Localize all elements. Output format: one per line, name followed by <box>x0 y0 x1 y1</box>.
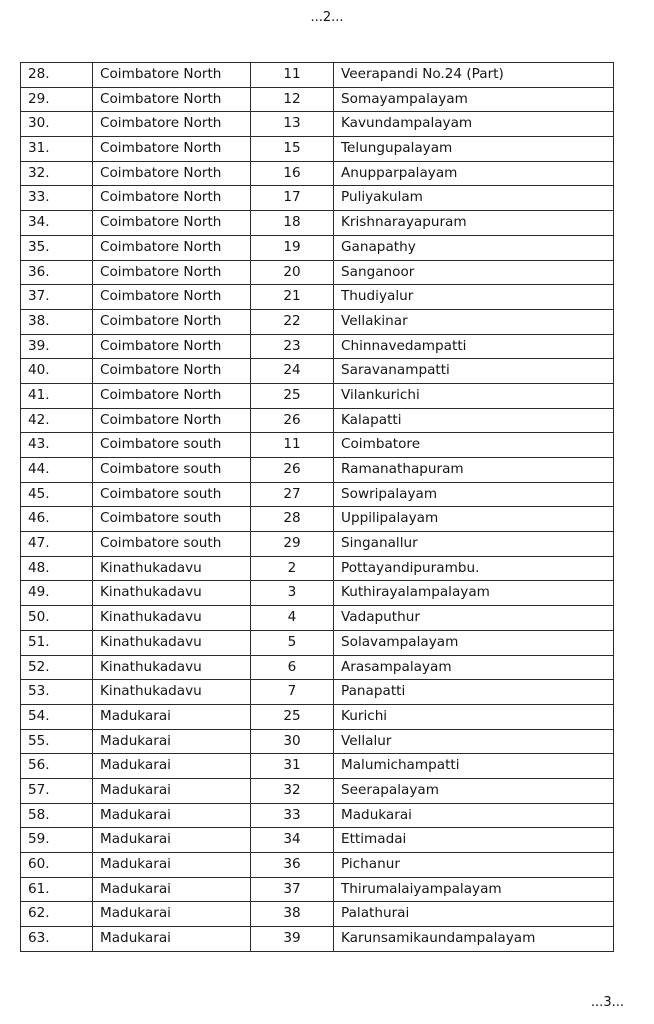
village-number-cell: 23 <box>251 334 334 359</box>
village-number-cell: 22 <box>251 309 334 334</box>
table-row <box>21 433 614 458</box>
taluk-cell: Coimbatore North <box>93 211 251 236</box>
serial-number-cell: 38. <box>21 309 93 334</box>
table-row <box>21 137 614 162</box>
village-number-cell: 38 <box>251 902 334 927</box>
village-name-cell: Palathurai <box>334 902 614 927</box>
village-name-cell: Malumichampatti <box>334 754 614 779</box>
village-name-cell: Ramanathapuram <box>334 458 614 483</box>
taluk-cell: Madukarai <box>93 927 251 952</box>
village-name-cell: Kuthirayalampalayam <box>334 581 614 606</box>
village-name-cell: Coimbatore <box>334 433 614 458</box>
village-number-cell: 37 <box>251 877 334 902</box>
table-row <box>21 556 614 581</box>
table-row <box>21 359 614 384</box>
village-number-cell: 28 <box>251 507 334 532</box>
serial-number-cell: 51. <box>21 630 93 655</box>
taluk-cell: Coimbatore North <box>93 408 251 433</box>
village-name-cell: Sanganoor <box>334 260 614 285</box>
village-name-cell: Solavampalayam <box>334 630 614 655</box>
taluk-cell: Coimbatore North <box>93 87 251 112</box>
serial-number-cell: 57. <box>21 778 93 803</box>
village-name-cell: Vilankurichi <box>334 383 614 408</box>
taluk-cell: Madukarai <box>93 853 251 878</box>
village-name-cell: Arasampalayam <box>334 655 614 680</box>
village-name-cell: Seerapalayam <box>334 778 614 803</box>
taluk-cell: Coimbatore North <box>93 334 251 359</box>
taluk-cell: Coimbatore North <box>93 186 251 211</box>
taluk-cell: Coimbatore North <box>93 112 251 137</box>
table-row <box>21 186 614 211</box>
taluk-cell: Coimbatore south <box>93 482 251 507</box>
village-name-cell: Somayampalayam <box>334 87 614 112</box>
taluk-cell: Kinathukadavu <box>93 556 251 581</box>
taluk-cell: Coimbatore south <box>93 507 251 532</box>
village-number-cell: 3 <box>251 581 334 606</box>
village-name-cell: Kurichi <box>334 704 614 729</box>
serial-number-cell: 30. <box>21 112 93 137</box>
taluk-cell: Coimbatore North <box>93 235 251 260</box>
village-name-cell: Thudiyalur <box>334 285 614 310</box>
taluk-cell: Kinathukadavu <box>93 630 251 655</box>
village-number-cell: 19 <box>251 235 334 260</box>
village-number-cell: 34 <box>251 828 334 853</box>
village-number-cell: 36 <box>251 853 334 878</box>
table-row <box>21 581 614 606</box>
table-row <box>21 507 614 532</box>
table-row <box>21 803 614 828</box>
table-row <box>21 383 614 408</box>
table-row <box>21 334 614 359</box>
table-row <box>21 260 614 285</box>
serial-number-cell: 39. <box>21 334 93 359</box>
taluk-cell: Madukarai <box>93 704 251 729</box>
taluk-cell: Madukarai <box>93 754 251 779</box>
village-number-cell: 15 <box>251 137 334 162</box>
taluk-cell: Coimbatore North <box>93 285 251 310</box>
serial-number-cell: 44. <box>21 458 93 483</box>
table-row <box>21 754 614 779</box>
table-row <box>21 408 614 433</box>
village-list-body <box>21 63 614 952</box>
serial-number-cell: 37. <box>21 285 93 310</box>
table-row <box>21 285 614 310</box>
village-name-cell: Ganapathy <box>334 235 614 260</box>
village-name-cell: Vellakinar <box>334 309 614 334</box>
taluk-cell: Coimbatore North <box>93 63 251 88</box>
taluk-cell: Coimbatore North <box>93 161 251 186</box>
serial-number-cell: 29. <box>21 87 93 112</box>
taluk-cell: Coimbatore south <box>93 433 251 458</box>
village-number-cell: 18 <box>251 211 334 236</box>
serial-number-cell: 28. <box>21 63 93 88</box>
taluk-cell: Madukarai <box>93 902 251 927</box>
village-name-cell: Ettimadai <box>334 828 614 853</box>
village-name-cell: Telungupalayam <box>334 137 614 162</box>
serial-number-cell: 53. <box>21 680 93 705</box>
village-name-cell: Singanallur <box>334 532 614 557</box>
village-name-cell: Vellalur <box>334 729 614 754</box>
table-row <box>21 655 614 680</box>
taluk-cell: Kinathukadavu <box>93 606 251 631</box>
serial-number-cell: 33. <box>21 186 93 211</box>
serial-number-cell: 46. <box>21 507 93 532</box>
village-number-cell: 17 <box>251 186 334 211</box>
table-row <box>21 161 614 186</box>
serial-number-cell: 35. <box>21 235 93 260</box>
village-number-cell: 31 <box>251 754 334 779</box>
village-name-cell: Puliyakulam <box>334 186 614 211</box>
village-name-cell: Thirumalaiyampalayam <box>334 877 614 902</box>
table-row <box>21 63 614 88</box>
taluk-cell: Madukarai <box>93 778 251 803</box>
table-row <box>21 853 614 878</box>
village-number-cell: 21 <box>251 285 334 310</box>
village-name-cell: Kavundampalayam <box>334 112 614 137</box>
taluk-cell: Madukarai <box>93 828 251 853</box>
serial-number-cell: 60. <box>21 853 93 878</box>
village-number-cell: 5 <box>251 630 334 655</box>
table-row <box>21 211 614 236</box>
page-continuation-footer: ...3... <box>590 995 624 1010</box>
table-row <box>21 606 614 631</box>
village-number-cell: 24 <box>251 359 334 384</box>
village-number-cell: 26 <box>251 458 334 483</box>
table-row <box>21 680 614 705</box>
village-number-cell: 12 <box>251 87 334 112</box>
village-name-cell: Chinnavedampatti <box>334 334 614 359</box>
village-name-cell: Anupparpalayam <box>334 161 614 186</box>
serial-number-cell: 56. <box>21 754 93 779</box>
village-number-cell: 30 <box>251 729 334 754</box>
village-name-cell: Uppilipalayam <box>334 507 614 532</box>
taluk-cell: Coimbatore North <box>93 260 251 285</box>
village-name-cell: Panapatti <box>334 680 614 705</box>
village-name-cell: Kalapatti <box>334 408 614 433</box>
taluk-cell: Coimbatore North <box>93 309 251 334</box>
village-number-cell: 27 <box>251 482 334 507</box>
village-number-cell: 25 <box>251 704 334 729</box>
village-number-cell: 13 <box>251 112 334 137</box>
taluk-cell: Madukarai <box>93 729 251 754</box>
taluk-cell: Kinathukadavu <box>93 655 251 680</box>
serial-number-cell: 52. <box>21 655 93 680</box>
taluk-cell: Coimbatore south <box>93 458 251 483</box>
table-row <box>21 458 614 483</box>
serial-number-cell: 50. <box>21 606 93 631</box>
serial-number-cell: 58. <box>21 803 93 828</box>
village-name-cell: Sowripalayam <box>334 482 614 507</box>
taluk-cell: Coimbatore North <box>93 137 251 162</box>
village-number-cell: 7 <box>251 680 334 705</box>
village-name-cell: Veerapandi No.24 (Part) <box>334 63 614 88</box>
village-number-cell: 39 <box>251 927 334 952</box>
table-row <box>21 309 614 334</box>
village-name-cell: Krishnarayapuram <box>334 211 614 236</box>
village-number-cell: 6 <box>251 655 334 680</box>
table-row <box>21 482 614 507</box>
serial-number-cell: 40. <box>21 359 93 384</box>
serial-number-cell: 63. <box>21 927 93 952</box>
serial-number-cell: 59. <box>21 828 93 853</box>
table-row <box>21 927 614 952</box>
serial-number-cell: 43. <box>21 433 93 458</box>
serial-number-cell: 32. <box>21 161 93 186</box>
serial-number-cell: 55. <box>21 729 93 754</box>
serial-number-cell: 61. <box>21 877 93 902</box>
serial-number-cell: 54. <box>21 704 93 729</box>
taluk-cell: Madukarai <box>93 877 251 902</box>
village-number-cell: 20 <box>251 260 334 285</box>
table-row <box>21 877 614 902</box>
village-number-cell: 29 <box>251 532 334 557</box>
serial-number-cell: 31. <box>21 137 93 162</box>
village-number-cell: 2 <box>251 556 334 581</box>
serial-number-cell: 42. <box>21 408 93 433</box>
serial-number-cell: 41. <box>21 383 93 408</box>
page-continuation-header: ...2... <box>310 10 344 25</box>
serial-number-cell: 48. <box>21 556 93 581</box>
table-row <box>21 729 614 754</box>
village-name-cell: Saravanampatti <box>334 359 614 384</box>
village-number-cell: 11 <box>251 63 334 88</box>
village-number-cell: 32 <box>251 778 334 803</box>
serial-number-cell: 62. <box>21 902 93 927</box>
taluk-cell: Kinathukadavu <box>93 680 251 705</box>
village-name-cell: Madukarai <box>334 803 614 828</box>
taluk-cell: Coimbatore south <box>93 532 251 557</box>
table-row <box>21 112 614 137</box>
village-number-cell: 4 <box>251 606 334 631</box>
table-row <box>21 704 614 729</box>
table-row <box>21 828 614 853</box>
village-list-table <box>20 62 614 952</box>
taluk-cell: Kinathukadavu <box>93 581 251 606</box>
table-row <box>21 902 614 927</box>
serial-number-cell: 47. <box>21 532 93 557</box>
table-row <box>21 532 614 557</box>
village-number-cell: 16 <box>251 161 334 186</box>
taluk-cell: Madukarai <box>93 803 251 828</box>
village-name-cell: Karunsamikaundampalayam <box>334 927 614 952</box>
serial-number-cell: 36. <box>21 260 93 285</box>
table-row <box>21 87 614 112</box>
serial-number-cell: 45. <box>21 482 93 507</box>
village-number-cell: 25 <box>251 383 334 408</box>
table-row <box>21 778 614 803</box>
serial-number-cell: 34. <box>21 211 93 236</box>
village-number-cell: 33 <box>251 803 334 828</box>
village-name-cell: Pottayandipurambu. <box>334 556 614 581</box>
table-row <box>21 630 614 655</box>
table-row <box>21 235 614 260</box>
village-name-cell: Vadaputhur <box>334 606 614 631</box>
taluk-cell: Coimbatore North <box>93 383 251 408</box>
village-number-cell: 11 <box>251 433 334 458</box>
village-name-cell: Pichanur <box>334 853 614 878</box>
village-number-cell: 26 <box>251 408 334 433</box>
serial-number-cell: 49. <box>21 581 93 606</box>
taluk-cell: Coimbatore North <box>93 359 251 384</box>
